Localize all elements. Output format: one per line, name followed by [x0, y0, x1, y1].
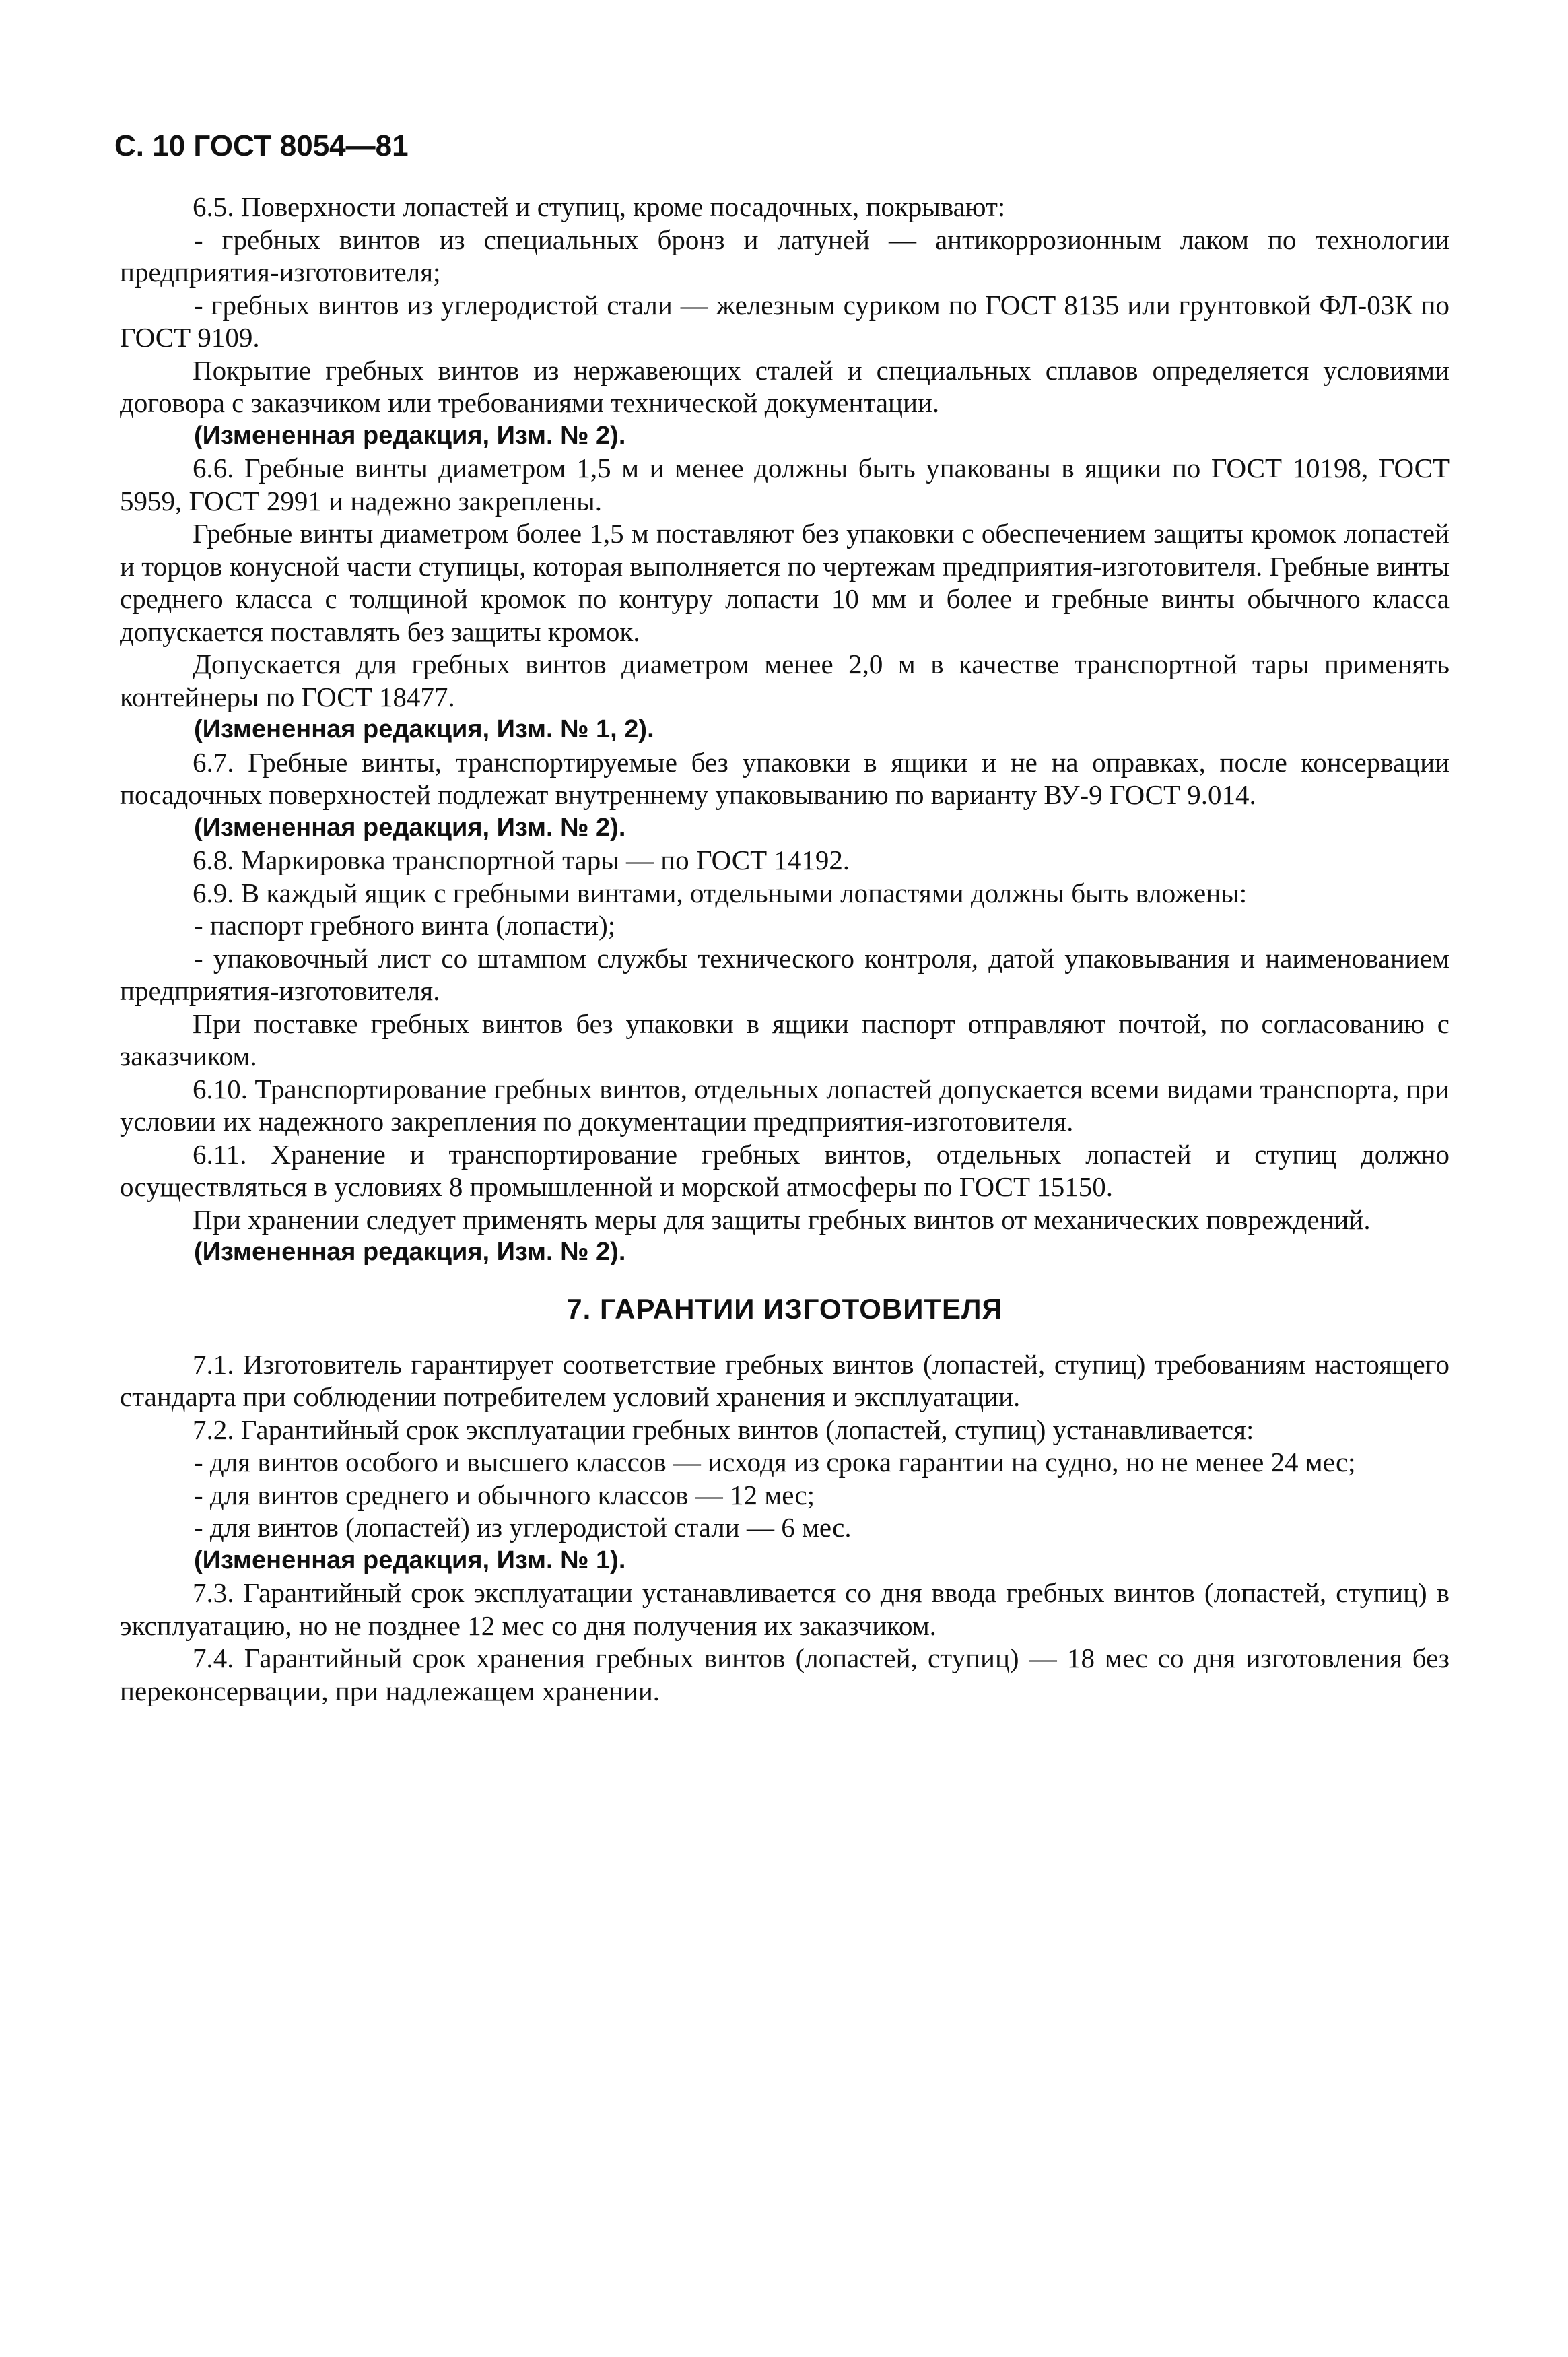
clause-6-6-containers: Допускается для гребных винтов диаметром менее 2,0 м в качестве транспортной тары применять контейнеры по ГОСТ 18477. [120, 649, 1450, 712]
clause-7-2: 7.2. Гарантийный срок эксплуатации гребных винтов (лопастей, ступиц) устанавливается: [193, 1414, 1254, 1445]
clause-6-6-large-propellers: Гребные винты диаметром более 1,5 м поставляют без упаковки с обеспечением защиты кромок лопастей и торцов конусной части ступицы, которая выполняется по чертежам предприятия-изготовителя. Гребные винты среднего класса с толщиной кромок по контуру лопасти 10 мм и более и гребные винты обычного класса допускается поставлять без защиты кромок. [120, 518, 1450, 647]
clause-6-7: 6.7. Гребные винты, транспортируемые без упаковки в ящики и не на оправках, после консервации посадочных поверхностей подлежат внутреннему упаковыванию по варианту ВУ-9 ГОСТ 9.014. [120, 746, 1450, 810]
amendment-note: (Измененная редакция, Изм. № 1, 2). [194, 715, 654, 743]
clause-6-9-item-passport: - паспорт гребного винта (лопасти); [194, 910, 616, 941]
clause-7-3: 7.3. Гарантийный срок эксплуатации устанавливается со дня ввода гребных винтов (лопастей, ступиц) в эксплуатацию, но не позднее 12 мес со дня получения их заказчиком. [120, 1577, 1450, 1641]
clause-6-9: 6.9. В каждый ящик с гребными винтами, отдельными лопастями должны быть вложены: [193, 877, 1248, 908]
clause-7-4: 7.4. Гарантийный срок хранения гребных винтов (лопастей, ступиц) — 18 мес со дня изготовления без переконсервации, при надлежащем хранении. [120, 1642, 1450, 1706]
clause-7-2-item-special-class: - для винтов особого и высшего классов — исходя из срока гарантии на судно, но не менее 24 мес; [194, 1447, 1356, 1478]
clause-6-11: 6.11. Хранение и транспортирование гребных винтов, отдельных лопастей и ступиц должно осуществляться в условиях 8 промышленной и морской атмосферы по ГОСТ 15150. [120, 1138, 1450, 1202]
section-7-title: 7. ГАРАНТИИ ИЗГОТОВИТЕЛЯ [566, 1292, 1003, 1325]
clause-6-5-item-carbon-steel: - гребных винтов из углеродистой стали — железным суриком по ГОСТ 8135 или грунтовкой ФЛ-03К по ГОСТ 9109. [120, 289, 1450, 353]
clause-6-10: 6.10. Транспортирование гребных винтов, отдельных лопастей допускается всеми видами транспорта, при условии их надежного закрепления по документации предприятия-изготовителя. [120, 1073, 1450, 1137]
clause-7-1: 7.1. Изготовитель гарантирует соответствие гребных винтов (лопастей, ступиц) требованиям настоящего стандарта при соблюдении потребителем условий хранения и эксплуатации. [120, 1348, 1450, 1412]
clause-6-9-mail-note: При поставке гребных винтов без упаковки в ящики паспорт отправляют почтой, по согласованию с заказчиком. [120, 1007, 1450, 1071]
clause-6-6: 6.6. Гребные винты диаметром 1,5 м и менее должны быть упакованы в ящики по ГОСТ 10198, ГОСТ 5959, ГОСТ 2991 и надежно закреплены. [120, 453, 1450, 517]
document-body [120, 191, 1450, 1707]
clause-6-8: 6.8. Маркировка транспортной тары — по ГОСТ 14192. [193, 844, 850, 875]
amendment-note: (Измененная редакция, Изм. № 2). [194, 421, 626, 450]
amendment-note: (Измененная редакция, Изм. № 1). [194, 1546, 626, 1574]
clause-6-11-protection-note: При хранении следует применять меры для защиты гребных винтов от механических повреждений. [193, 1203, 1371, 1235]
page-header: С. 10 ГОСТ 8054—81 [114, 129, 409, 162]
amendment-note: (Измененная редакция, Изм. № 2). [194, 813, 626, 842]
clause-6-9-item-packing-list: - упаковочный лист со штампом службы технического контроля, датой упаковывания и наименованием предприятия-изготовителя. [120, 942, 1450, 1006]
clause-7-2-item-medium-class: - для винтов среднего и обычного классов — 12 мес; [194, 1479, 815, 1511]
amendment-note: (Измененная редакция, Изм. № 2). [194, 1238, 626, 1266]
clause-6-5: 6.5. Поверхности лопастей и ступиц, кроме посадочных, покрывают: [193, 191, 1006, 222]
clause-6-5-coating-note: Покрытие гребных винтов из нержавеющих сталей и специальных сплавов определяется условиями договора с заказчиком или требованиями технической документации. [120, 354, 1450, 418]
clause-7-2-item-carbon-steel: - для винтов (лопастей) из углеродистой стали — 6 мес. [194, 1512, 852, 1543]
clause-6-5-item-bronze: - гребных винтов из специальных бронз и латуней — антикоррозионным лаком по технологии предприятия-изготовителя; [120, 224, 1450, 288]
